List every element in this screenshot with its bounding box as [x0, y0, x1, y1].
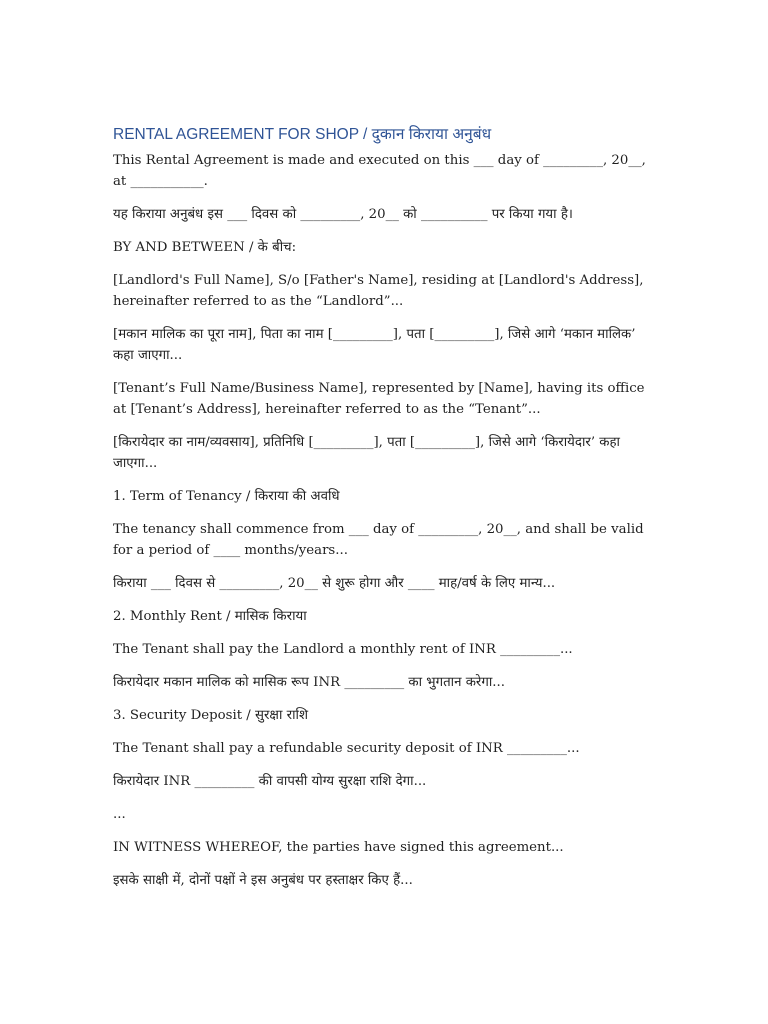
landlord-paragraph-hi: [मकान मालिक का पूरा नाम], पिता का नाम [_________], पता [_________], जिसे आगे ‘मकान मालिक’ कहा जाएगा...: [113, 327, 636, 363]
rent-paragraph-hi: किरायेदार मकान मालिक को मासिक रूप INR _________ का भुगतान करेगा...: [113, 675, 505, 690]
witness-paragraph-hi: इसके साक्षी में, दोनों पक्षों ने इस अनुबंध पर हस्ताक्षर किए हैं...: [113, 873, 413, 888]
term-paragraph-hi: किराया ___ दिवस से _________, 20__ से शुरू होगा और ____ माह/वर्ष के लिए मान्य...: [113, 576, 556, 591]
section-term-heading: 1. Term of Tenancy / किराया की अवधि: [113, 489, 340, 504]
term-paragraph-en: The tenancy shall commence from ___ day of _________, 20__, and shall be valid for a period of ____ months/years...: [113, 522, 644, 558]
deposit-paragraph-hi: किरायेदार INR _________ की वापसी योग्य सुरक्षा राशि देगा...: [113, 774, 427, 789]
intro-paragraph-en: This Rental Agreement is made and executed on this ___ day of _________, 20__, at ___________.: [113, 153, 646, 189]
document-page: [113, 124, 658, 903]
rent-paragraph-en: The Tenant shall pay the Landlord a monthly rent of INR _________...: [113, 642, 573, 657]
section-deposit-heading: 3. Security Deposit / सुरक्षा राशि: [113, 708, 308, 723]
parties-heading: BY AND BETWEEN / के बीच:: [113, 240, 297, 255]
landlord-paragraph-en: [Landlord's Full Name], S/o [Father's Name], residing at [Landlord's Address], hereinafter referred to as the “Landlord”...: [113, 273, 644, 309]
witness-paragraph-en: IN WITNESS WHEREOF, the parties have signed this agreement...: [113, 840, 564, 855]
section-rent-heading: 2. Monthly Rent / मासिक किराया: [113, 609, 307, 624]
document-title: RENTAL AGREEMENT FOR SHOP / दुकान किराया अनुबंध: [113, 126, 492, 143]
tenant-paragraph-en: [Tenant’s Full Name/Business Name], represented by [Name], having its office at [Tenant’s Address], hereinafter referred to as the “Tenant”...: [113, 381, 645, 417]
deposit-paragraph-en: The Tenant shall pay a refundable security deposit of INR _________...: [113, 741, 580, 756]
tenant-paragraph-hi: [किरायेदार का नाम/व्यवसाय], प्रतिनिधि [_________], पता [_________], जिसे आगे ‘किरायेदार’ कहा जाएगा...: [113, 435, 620, 471]
intro-paragraph-hi: यह किराया अनुबंध इस ___ दिवस को _________, 20__ को __________ पर किया गया है।: [113, 207, 573, 222]
ellipsis-paragraph: ...: [113, 807, 126, 822]
